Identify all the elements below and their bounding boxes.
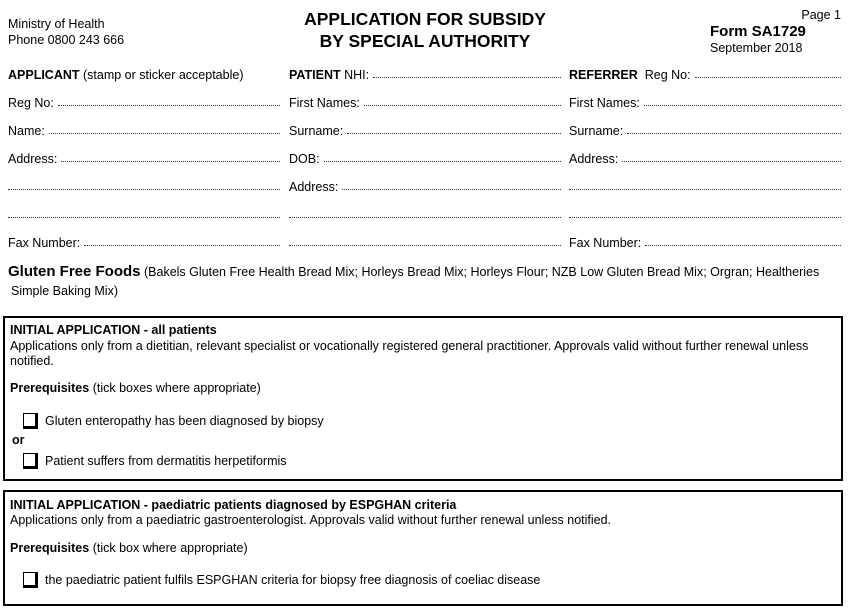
patient-address-line3[interactable]: [289, 232, 561, 250]
paediatric-prerequisites: [10, 541, 248, 556]
applicant-fax-field[interactable]: [8, 232, 280, 250]
fill-line[interactable]: [373, 76, 561, 78]
gluten-free-foods-section: [8, 262, 838, 301]
applicant-address-field[interactable]: [8, 148, 280, 166]
fill-line[interactable]: [8, 216, 280, 218]
fill-line[interactable]: [289, 244, 561, 246]
fill-line[interactable]: [58, 104, 280, 106]
patient-first-names-field[interactable]: [289, 92, 561, 110]
fill-line[interactable]: [622, 160, 841, 162]
fill-line[interactable]: [695, 76, 841, 78]
page-number: Page 1: [801, 8, 841, 22]
patient-surname-label: Surname:: [289, 124, 344, 138]
prerequisites-note: (tick boxes where appropriate): [89, 381, 261, 395]
applicant-address-label: Address:: [8, 152, 58, 166]
gluten-free-title: Gluten Free Foods: [8, 263, 141, 280]
patient-address-label: Address:: [289, 180, 339, 194]
initial-all-desc-line2: notified.: [10, 354, 54, 368]
referrer-address-label: Address:: [569, 152, 619, 166]
initial-application-paediatric-box: [3, 490, 843, 606]
applicant-name-label: Name:: [8, 124, 45, 138]
patient-nhi-field[interactable]: [289, 64, 561, 82]
ministry-header: [8, 16, 124, 48]
referrer-address-line3[interactable]: [569, 204, 841, 222]
org-name: Ministry of Health: [8, 17, 105, 31]
prerequisites-label: Prerequisites: [10, 381, 90, 395]
prerequisites-label: Prerequisites: [10, 541, 90, 555]
fill-line[interactable]: [289, 216, 561, 218]
paediatric-heading: INITIAL APPLICATION - paediatric patients diagnosed by ESPGHAN criteria: [10, 498, 457, 512]
form-date: September 2018: [710, 41, 803, 55]
referrer-address-field[interactable]: [569, 148, 841, 166]
patient-address-line2[interactable]: [289, 204, 561, 222]
referrer-reg-no-label: Reg No:: [637, 68, 691, 82]
initial-all-prerequisites: [10, 381, 261, 396]
fill-line[interactable]: [342, 188, 561, 190]
patient-address-field[interactable]: [289, 176, 561, 194]
referrer-first-names-label: First Names:: [569, 96, 640, 110]
referrer-surname-label: Surname:: [569, 124, 624, 138]
applicant-heading: APPLICANT: [8, 68, 80, 82]
paediatric-description: Applications only from a paediatric gastroenterologist. Approvals valid without further renewal unless notified.: [10, 513, 612, 527]
initial-all-heading: INITIAL APPLICATION - all patients: [10, 323, 217, 337]
patient-first-names-label: First Names:: [289, 96, 360, 110]
referrer-reg-no-field[interactable]: [569, 64, 841, 82]
fill-line[interactable]: [644, 104, 841, 106]
prerequisites-note: (tick box where appropriate): [89, 541, 248, 555]
or-label: or: [12, 433, 25, 447]
fill-line[interactable]: [569, 216, 841, 218]
referrer-fax-field[interactable]: [569, 232, 841, 250]
fill-line[interactable]: [8, 188, 280, 190]
dermatitis-option-label: Patient suffers from dermatitis herpetiformis: [45, 454, 287, 468]
applicant-heading-row: [8, 64, 280, 82]
referrer-surname-field[interactable]: [569, 120, 841, 138]
form-title: [250, 8, 600, 52]
dermatitis-checkbox[interactable]: [23, 453, 38, 469]
applicant-address-line3[interactable]: [8, 204, 280, 222]
form-title-line2: BY SPECIAL AUTHORITY: [319, 31, 531, 51]
fill-line[interactable]: [61, 160, 280, 162]
form-number: Form SA1729: [710, 23, 806, 40]
fill-line[interactable]: [49, 132, 280, 134]
fill-line[interactable]: [627, 132, 841, 134]
espghan-checkbox[interactable]: [23, 572, 38, 588]
referrer-fax-label: Fax Number:: [569, 236, 642, 250]
referrer-address-line2[interactable]: [569, 176, 841, 194]
patient-dob-field[interactable]: [289, 148, 561, 166]
initial-all-desc-line1: Applications only from a dietitian, relevant specialist or vocationally registered general practitioner. Approvals valid without further renewal unless: [10, 339, 809, 353]
patient-surname-field[interactable]: [289, 120, 561, 138]
applicant-reg-no-field[interactable]: [8, 92, 280, 110]
applicant-name-field[interactable]: [8, 120, 280, 138]
biopsy-option-label: Gluten enteropathy has been diagnosed by biopsy: [45, 414, 324, 428]
fill-line[interactable]: [645, 244, 841, 246]
gluten-free-products: (Bakels Gluten Free Health Bread Mix; Horleys Bread Mix; Horleys Flour; NZB Low Gluten Bread Mix; Orgran; Healtheries: [140, 265, 820, 279]
fill-line[interactable]: [324, 160, 561, 162]
espghan-option-label: the paediatric patient fulfils ESPGHAN criteria for biopsy free diagnosis of coeliac disease: [45, 573, 541, 587]
fill-line[interactable]: [569, 188, 841, 190]
patient-dob-label: DOB:: [289, 152, 320, 166]
applicant-fax-label: Fax Number:: [8, 236, 81, 250]
referrer-heading: REFERRER: [569, 68, 638, 82]
gluten-free-products-cont: Simple Baking Mix): [11, 284, 118, 298]
applicant-reg-no-label: Reg No:: [8, 96, 54, 110]
fill-line[interactable]: [84, 244, 280, 246]
fill-line[interactable]: [347, 132, 561, 134]
initial-all-description: [10, 339, 830, 369]
applicant-address-line2[interactable]: [8, 176, 280, 194]
initial-application-all-box: [3, 316, 843, 481]
patient-heading: PATIENT: [289, 68, 341, 82]
fill-line[interactable]: [364, 104, 561, 106]
patient-nhi-label: NHI:: [340, 68, 370, 82]
form-title-line1: APPLICATION FOR SUBSIDY: [304, 9, 546, 29]
applicant-note: (stamp or sticker acceptable): [79, 68, 244, 82]
referrer-first-names-field[interactable]: [569, 92, 841, 110]
org-phone: Phone 0800 243 666: [8, 33, 125, 47]
biopsy-checkbox[interactable]: [23, 413, 38, 429]
